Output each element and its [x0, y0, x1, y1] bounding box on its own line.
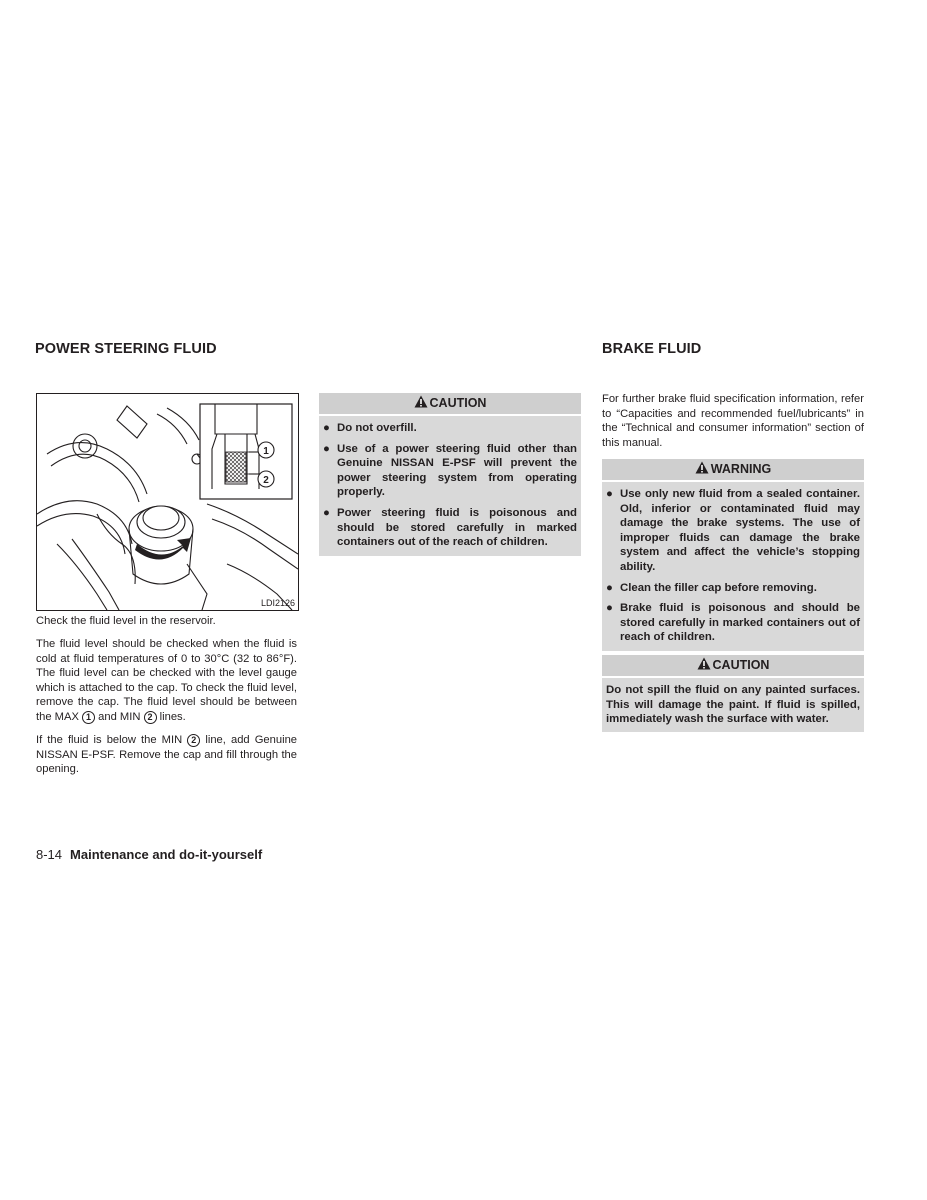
- callout-2-inline-b: 2: [187, 734, 200, 747]
- engine-bay-drawing: [37, 394, 298, 610]
- warning-triangle-icon: [695, 461, 709, 474]
- warning-triangle-icon: [414, 395, 428, 408]
- bullet: ●: [323, 422, 330, 434]
- power-steering-heading: POWER STEERING FLUID: [35, 341, 217, 357]
- bullet: ●: [606, 602, 613, 615]
- brake-fluid-heading: BRAKE FLUID: [602, 341, 702, 357]
- callout-2-inline: 2: [144, 711, 157, 724]
- brake-caution-box: [602, 655, 864, 732]
- warning-item-text: Use only new fluid from a sealed container. Old, inferior or contaminated fluid may damage the brake systems. The use of improper fluids can damage the brake system and affect the vehicle’s stopping ability.: [620, 488, 860, 573]
- warning-item: [606, 581, 860, 596]
- bullet: ●: [323, 442, 330, 455]
- caution-header: [319, 393, 581, 416]
- bullet: ●: [606, 488, 613, 500]
- caution-item-text: Do not overfill.: [337, 422, 417, 434]
- paragraph-add-fluid-start: If the fluid is below the MIN: [36, 734, 183, 747]
- reservoir-illustration: [36, 393, 299, 611]
- section-title: Maintenance and do-it-yourself: [70, 847, 263, 862]
- caution-title: CAUTION: [712, 658, 770, 672]
- caution-item: [323, 506, 577, 550]
- warning-item: [606, 487, 860, 575]
- paragraph-check-level: Check the fluid level in the reservoir.: [36, 615, 216, 627]
- paragraph-fluid-level-text: The fluid level should be checked when the fluid is cold at fluid temperatures of 0 to 30°C (32 to 86°F). The fluid level can be checked with the level gauge which is attached to the cap. To check the fluid level, remove the cap. The fluid level should be between the MAX: [36, 638, 297, 724]
- callout-2-label: 2: [263, 475, 269, 486]
- caution-title: CAUTION: [429, 396, 487, 410]
- warning-item-text: Clean the filler cap before removing.: [620, 581, 817, 594]
- warning-header: [602, 459, 864, 482]
- caution-text: Do not spill the fluid on any painted surfaces. This will damage the paint. If fluid is spilled, immediately wash the surface with water.: [606, 684, 860, 726]
- bullet: ●: [606, 581, 613, 594]
- callout-1-inline: 1: [82, 711, 95, 724]
- warning-item-text: Brake fluid is poisonous and should be stored carefully in marked containers out of reach of children.: [620, 602, 860, 644]
- warning-item: [606, 601, 860, 645]
- paragraph-add-fluid-end: line, add Genuine NISSAN E-PSF. Remove the cap and fill through the opening.: [36, 734, 298, 776]
- warning-title: WARNING: [710, 462, 772, 476]
- caution-item: [323, 421, 577, 436]
- paragraph-fluid-level-and: and MIN: [98, 711, 141, 724]
- bullet: ●: [323, 506, 330, 519]
- caution-list: [319, 416, 581, 556]
- callout-1-label: 1: [263, 446, 269, 457]
- power-steering-text: [36, 614, 297, 785]
- paragraph-fluid-level-end: lines.: [159, 711, 186, 724]
- page-footer: [36, 847, 262, 862]
- brake-warning-box: [602, 459, 864, 651]
- caution-item: [323, 442, 577, 500]
- caution-item-text: Use of a power steering fluid other than Genuine NISSAN E-PSF will prevent the power steering system from operating properly.: [337, 442, 577, 499]
- power-steering-caution-box: [319, 393, 581, 556]
- warning-triangle-icon: [697, 657, 711, 670]
- brake-fluid-intro: For further brake fluid specification information, refer to “Capacities and recommended fuel/lubricants” in the “Technical and consumer information” section of this manual.: [602, 393, 864, 449]
- figure-label: LDI2126: [260, 598, 295, 608]
- warning-list: [602, 482, 864, 651]
- caution-header: [602, 655, 864, 678]
- caution-item-text: Power steering fluid is poisonous and should be stored carefully in marked containers out of the reach of children.: [337, 506, 577, 549]
- paragraph-fluid-level: [36, 637, 297, 725]
- paragraph-add-fluid: [36, 733, 297, 777]
- page-number: 8-14: [36, 847, 63, 862]
